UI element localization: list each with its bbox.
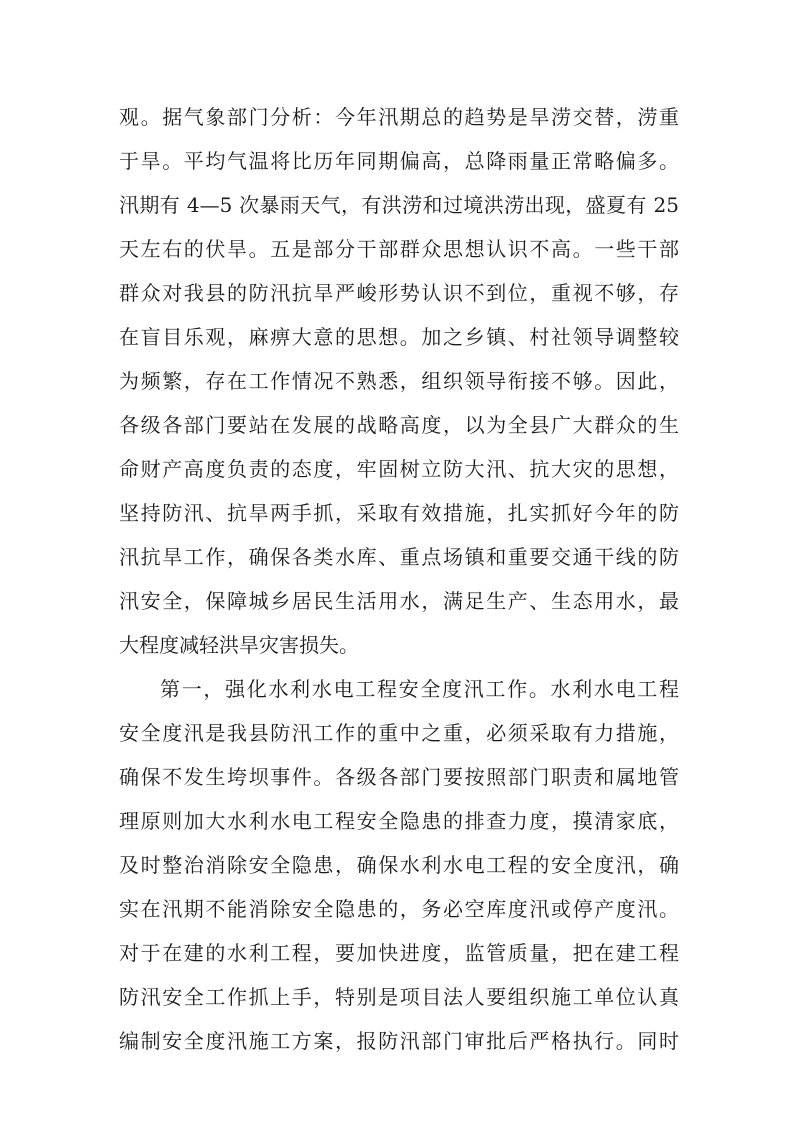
text-line: 对于在建的水利工程，要加快进度，监管质量，把在建工程 <box>119 941 679 965</box>
text-line: 观。据气象部门分析：今年汛期总的趋势是旱涝交替，涝重 <box>119 105 679 129</box>
text-line: 为频繁，存在工作情况不熟悉，组织领导衔接不够。因此， <box>119 369 679 393</box>
text-line: 安全度汛是我县防汛工作的重中之重，必须采取有力措施， <box>119 721 679 745</box>
text-line: 实在汛期不能消除安全隐患的，务必空库度汛或停产度汛。 <box>119 897 679 921</box>
text-line: 及时整治消除安全隐患，确保水利水电工程的安全度汛，确 <box>119 853 679 877</box>
text-line: 群众对我县的防汛抗旱严峻形势认识不到位，重视不够，存 <box>119 281 679 305</box>
text-line: 防汛安全工作抓上手，特别是项目法人要组织施工单位认真 <box>119 985 679 1009</box>
text-line: 汛安全，保障城乡居民生活用水，满足生产、生态用水，最 <box>119 589 679 613</box>
paragraph-first-line: 第一，强化水利水电工程安全度汛工作。水利水电工程 <box>160 677 679 701</box>
paragraph-end-line: 大程度减轻洪旱灾害损失。 <box>119 633 359 657</box>
text-line: 理原则加大水利水电工程安全隐患的排查力度，摸清家底， <box>119 809 679 833</box>
text-line: 坚持防汛、抗旱两手抓，采取有效措施，扎实抓好今年的防 <box>119 501 679 525</box>
text-line: 各级各部门要站在发展的战略高度，以为全县广大群众的生 <box>119 413 679 437</box>
text-line: 汛抗旱工作，确保各类水库、重点场镇和重要交通干线的防 <box>119 545 679 569</box>
text-line: 天左右的伏旱。五是部分干部群众思想认识不高。一些干部 <box>119 237 679 261</box>
text-line: 编制安全度汛施工方案，报防汛部门审批后严格执行。同时 <box>119 1029 679 1053</box>
text-line: 汛期有 4—5 次暴雨天气，有洪涝和过境洪涝出现，盛夏有 25 <box>119 193 679 217</box>
text-line: 命财产高度负责的态度，牢固树立防大汛、抗大灾的思想， <box>119 457 679 481</box>
text-line: 于旱。平均气温将比历年同期偏高，总降雨量正常略偏多。 <box>119 149 679 173</box>
text-line: 在盲目乐观，麻痹大意的思想。加之乡镇、村社领导调整较 <box>119 325 679 349</box>
text-line: 确保不发生垮坝事件。各级各部门要按照部门职责和属地管 <box>119 765 679 789</box>
